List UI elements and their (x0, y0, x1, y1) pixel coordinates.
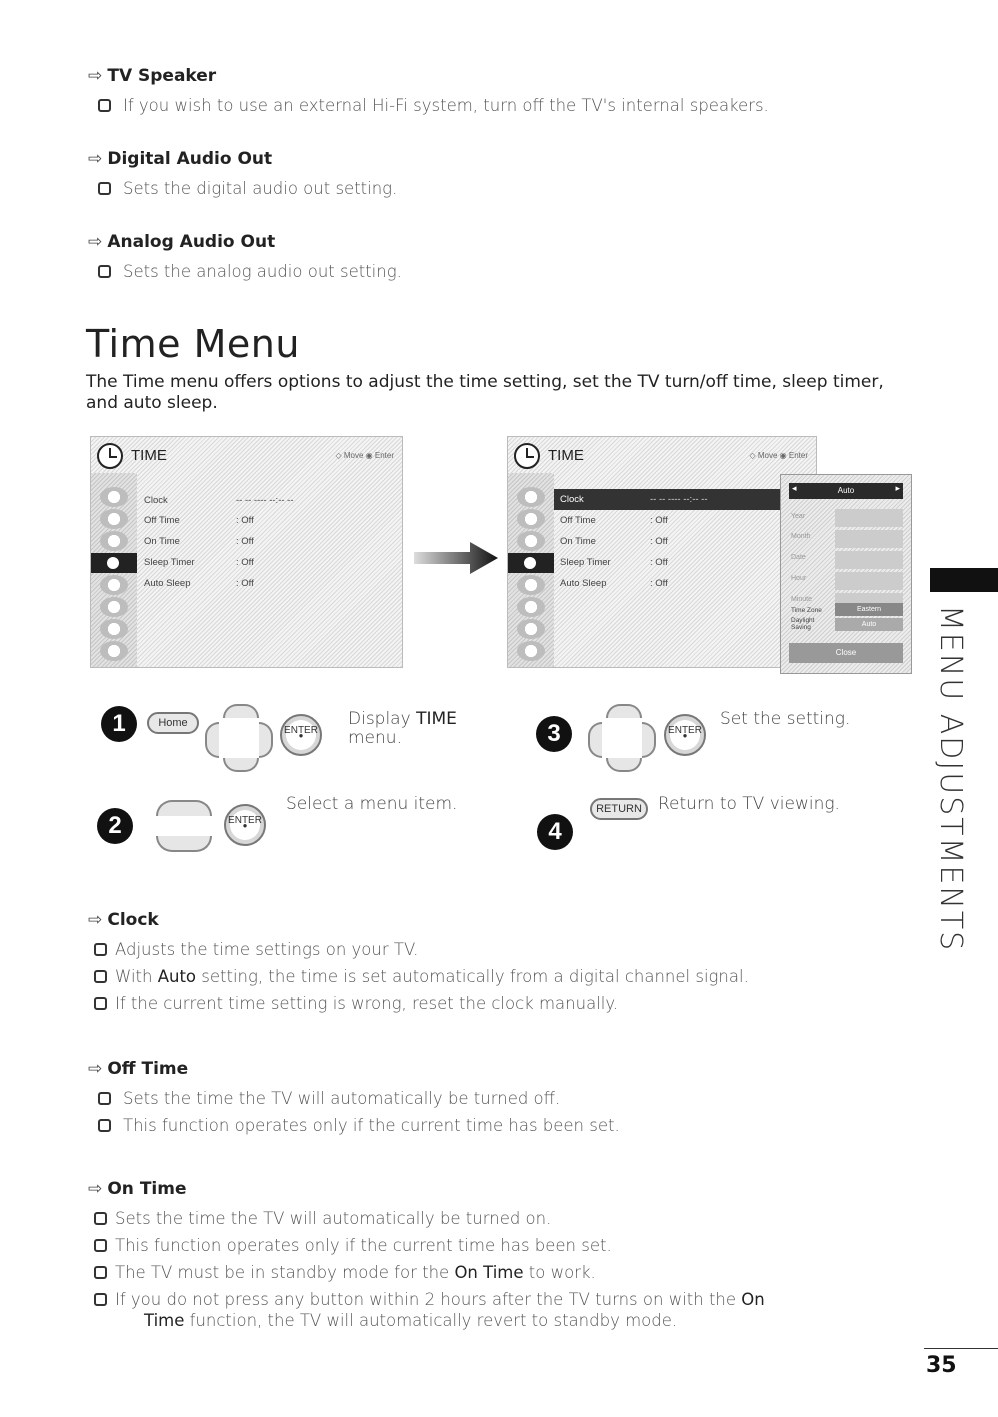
daylight-saving-value[interactable]: Auto (835, 618, 903, 631)
field-minute-label: Minute (791, 596, 813, 603)
on-time-line-2: This function operates only if the current time has been set. (94, 1236, 765, 1255)
mode-value: Auto (837, 486, 855, 495)
checkbox-bullet-icon (94, 1239, 107, 1252)
menu-value-off-time: : Off (650, 515, 668, 526)
enter-button[interactable]: ENTER ● (664, 714, 706, 756)
screen-title: TIME (548, 447, 584, 464)
step-3-badge: 3 (536, 716, 572, 752)
menu-item-off-time[interactable]: Off Time (560, 515, 596, 526)
menu-sidebar (508, 473, 554, 667)
menu-value-sleep-timer: : Off (650, 557, 668, 568)
arrow-right-icon: ⇨ (88, 149, 103, 169)
time-zone-value[interactable]: Eastern (835, 603, 903, 616)
menu-item-auto-sleep[interactable]: Auto Sleep (144, 578, 191, 589)
enter-button[interactable]: ENTER ● (224, 804, 266, 846)
option-icon (517, 575, 545, 595)
field-year-label: Year (791, 513, 806, 520)
step-1-badge: 1 (101, 706, 137, 742)
tv-speaker-heading: ⇨ TV Speaker (88, 66, 217, 86)
off-time-line-2: This function operates only if the current time has been set. (98, 1116, 620, 1135)
on-time-line-3: The TV must be in standby mode for the On Time to work. (94, 1263, 765, 1282)
checkbox-bullet-icon (98, 1092, 111, 1105)
off-time-line-1: Sets the time the TV will automatically be turned off. (98, 1089, 620, 1108)
arrow-right-icon: ⇨ (88, 66, 103, 86)
menu-item-clock[interactable]: Clock (560, 494, 584, 505)
checkbox-bullet-icon (94, 943, 107, 956)
section-title: Time Menu (86, 322, 300, 366)
tv-speaker-section (88, 66, 769, 115)
menu-sidebar (91, 473, 137, 667)
screen-title: TIME (131, 447, 167, 464)
checkbox-bullet-icon (98, 182, 111, 195)
return-button[interactable]: RETURN (590, 798, 648, 820)
right-arrow-icon[interactable]: ▸ (895, 484, 900, 494)
on-time-line-1: Sets the time the TV will automatically be turned on. (94, 1209, 765, 1228)
clock-line-1: Adjusts the time settings on your TV. (94, 940, 749, 959)
picture-icon (100, 487, 128, 507)
menu-value-off-time: : Off (236, 515, 254, 526)
navigation-pad-icon[interactable] (205, 704, 273, 772)
arrow-right-icon: ⇨ (88, 910, 103, 930)
page-number: 35 (924, 1348, 998, 1378)
usb-icon (517, 641, 545, 661)
digital-audio-section (88, 149, 397, 198)
menu-item-clock[interactable]: Clock (144, 495, 168, 506)
analog-audio-section (88, 232, 402, 281)
menu-value-sleep-timer: : Off (236, 557, 254, 568)
intro-text: The Time menu offers options to adjust the time setting, set the TV turn/off time, sleep timer, and auto sleep. (86, 372, 884, 413)
time-menu-screen-right (507, 436, 817, 668)
on-time-line-4b: Time function, the TV will automatically revert to standby mode. (144, 1311, 678, 1330)
checkbox-bullet-icon (98, 1119, 111, 1132)
input-icon (100, 619, 128, 639)
step-2-text: Select a menu item. (286, 794, 458, 814)
menu-item-on-time[interactable]: On Time (560, 536, 596, 547)
checkbox-bullet-icon (94, 1293, 107, 1306)
mode-selector[interactable] (789, 483, 903, 499)
on-time-section (88, 1179, 765, 1330)
screen-help: ◇ Move ◉ Enter (335, 451, 394, 460)
usb-icon (100, 641, 128, 661)
section-tab-marker (930, 568, 998, 592)
menu-item-auto-sleep[interactable]: Auto Sleep (560, 578, 607, 589)
menu-item-sleep-timer[interactable]: Sleep Timer (144, 557, 195, 568)
field-date-label: Date (791, 554, 806, 561)
checkbox-bullet-icon (98, 99, 111, 112)
field-month-label: Month (791, 533, 811, 540)
menu-item-on-time[interactable]: On Time (144, 536, 180, 547)
clock-section (88, 910, 749, 1013)
side-label: MENU ADJUSTMENTS (933, 605, 968, 953)
clock-icon (514, 443, 540, 469)
digital-audio-heading: ⇨ Digital Audio Out (88, 149, 273, 169)
setup-icon (100, 531, 128, 551)
menu-item-off-time[interactable]: Off Time (144, 515, 180, 526)
checkbox-bullet-icon (94, 997, 107, 1010)
menu-value-on-time: : Off (236, 536, 254, 547)
close-button[interactable]: Close (789, 643, 903, 663)
clock-heading: ⇨ Clock (88, 910, 159, 930)
analog-audio-text: Sets the analog audio out setting. (98, 262, 402, 281)
off-time-heading: ⇨ Off Time (88, 1059, 189, 1079)
up-down-buttons-icon[interactable] (150, 800, 218, 852)
left-arrow-icon[interactable]: ◂ (792, 484, 797, 494)
clock-settings-popup (780, 474, 912, 674)
menu-value-clock: -- -- ---- --:-- -- (650, 494, 708, 505)
checkbox-bullet-icon (94, 970, 107, 983)
clock-line-2: With Auto setting, the time is set automatically from a digital channel signal. (94, 967, 749, 986)
analog-audio-heading: ⇨ Analog Audio Out (88, 232, 276, 252)
field-hour-label: Hour (791, 575, 807, 582)
lock-icon (100, 597, 128, 617)
field-year-input[interactable] (835, 509, 903, 527)
arrow-right-icon: ⇨ (88, 232, 103, 252)
digital-audio-text: Sets the digital audio out setting. (98, 179, 397, 198)
time-menu-screen-left (90, 436, 403, 668)
navigation-pad-icon[interactable] (588, 704, 656, 772)
clock-icon (97, 443, 123, 469)
screen-help: ◇ Move ◉ Enter (749, 451, 808, 460)
checkbox-bullet-icon (94, 1212, 107, 1225)
off-time-section (88, 1059, 620, 1135)
audio-icon (100, 509, 128, 529)
step-1-text: Display TIME menu. (348, 709, 457, 748)
checkbox-bullet-icon (94, 1266, 107, 1279)
option-icon (100, 575, 128, 595)
menu-value-auto-sleep: : Off (236, 578, 254, 589)
step-2-badge: 2 (97, 808, 133, 844)
menu-value-on-time: : Off (650, 536, 668, 547)
menu-item-sleep-timer[interactable]: Sleep Timer (560, 557, 611, 568)
enter-button[interactable]: ENTER ● (280, 714, 322, 756)
clock-line-3: If the current time setting is wrong, reset the clock manually. (94, 994, 749, 1013)
picture-icon (517, 487, 545, 507)
field-month-input[interactable] (835, 530, 903, 548)
setup-icon (517, 531, 545, 551)
arrow-right-icon: ⇨ (88, 1179, 103, 1199)
step-3-text: Set the setting. (720, 709, 851, 729)
on-time-line-4: If you do not press any button within 2 hours after the TV turns on with the On (94, 1290, 765, 1309)
time-icon-selected (508, 553, 554, 573)
input-icon (517, 619, 545, 639)
step-4-text: Return to TV viewing. (658, 794, 840, 814)
arrow-right-icon: ⇨ (88, 1059, 103, 1079)
field-date-input[interactable] (835, 551, 903, 569)
tv-speaker-text: If you wish to use an external Hi-Fi system, turn off the TV's internal speakers. (98, 96, 769, 115)
transition-arrow-icon (414, 540, 498, 576)
lock-icon (517, 597, 545, 617)
field-hour-input[interactable] (835, 572, 903, 590)
daylight-saving-label: Daylight Saving (791, 617, 815, 631)
menu-value-auto-sleep: : Off (650, 578, 668, 589)
on-time-heading: ⇨ On Time (88, 1179, 187, 1199)
home-button[interactable]: Home (147, 712, 199, 734)
menu-value-clock: -- -- ---- --:-- -- (236, 495, 294, 506)
time-zone-label: Time Zone (791, 607, 822, 614)
time-icon-selected (91, 553, 137, 573)
audio-icon (517, 509, 545, 529)
step-4-badge: 4 (537, 814, 573, 850)
checkbox-bullet-icon (98, 265, 111, 278)
